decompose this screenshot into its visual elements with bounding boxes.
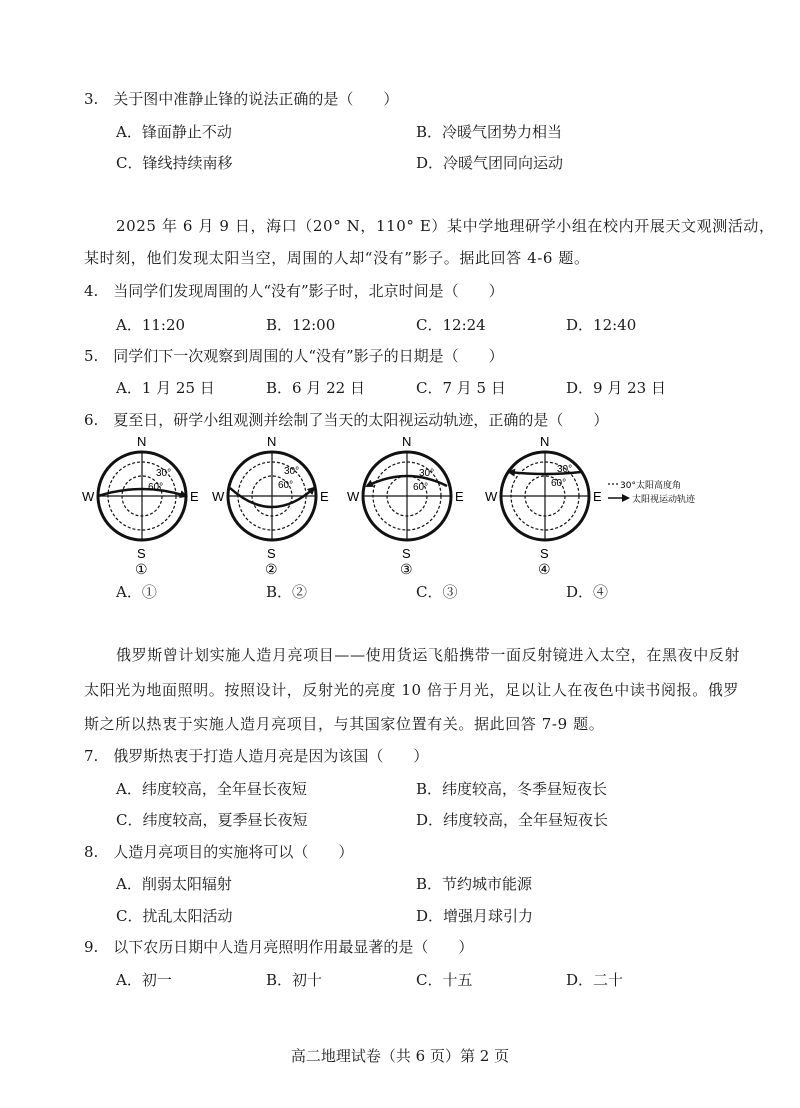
q7-option-b[interactable]: B．纬度较高，冬季昼短夜长	[416, 780, 608, 798]
page-footer: 高二地理试卷（共 6 页）第 2 页	[290, 1047, 510, 1065]
q9-option-b[interactable]: B．初十	[266, 971, 323, 989]
q7-option-d[interactable]: D．纬度较高，全年昼短夜长	[416, 811, 609, 829]
q6-option-c[interactable]: C．③	[416, 583, 458, 601]
legend-path-label: 太阳视运动轨迹	[632, 495, 696, 505]
diagram-2	[212, 436, 329, 576]
west-label: W	[485, 489, 498, 504]
q4-option-b[interactable]: B．12:00	[266, 316, 336, 334]
angle-30-label: 30°	[557, 464, 573, 475]
q6-option-a[interactable]: A．①	[116, 583, 157, 601]
north-label: N	[540, 436, 550, 449]
q5-option-b[interactable]: B．6 月 22 日	[266, 379, 365, 397]
diagram-legend	[608, 479, 696, 505]
north-label: N	[267, 436, 277, 449]
q3-stem: 3. 关于图中准静止锋的说法正确的是（ ）	[84, 90, 399, 108]
diagram-label-3: ③	[400, 562, 413, 576]
diagram-label-4: ④	[538, 562, 551, 576]
diagram-4	[485, 436, 602, 576]
south-label: S	[267, 546, 276, 561]
q6-option-b[interactable]: B．②	[266, 583, 308, 601]
diagram-label-2: ②	[265, 562, 278, 576]
q8-option-c[interactable]: C．扰乱太阳活动	[116, 907, 233, 925]
east-label: E	[593, 489, 602, 504]
north-label: N	[402, 436, 412, 449]
q3-option-b[interactable]: B．冷暖气团势力相当	[416, 123, 563, 141]
passage1-line1: 2025 年 6 月 9 日，海口（20° N，110° E）某中学地理研学小组在校内开展天文观测活动，	[116, 217, 775, 235]
west-label: W	[212, 489, 225, 504]
q5-option-a[interactable]: A．1 月 25 日	[116, 379, 215, 397]
q5-option-d[interactable]: D．9 月 23 日	[566, 379, 666, 397]
q4-option-d[interactable]: D．12:40	[566, 316, 637, 334]
q6-option-d[interactable]: D．④	[566, 583, 609, 601]
q9-stem: 9. 以下农历日期中人造月亮照明作用最显著的是（ ）	[84, 938, 474, 956]
q9-option-c[interactable]: C．十五	[416, 971, 473, 989]
q4-option-a[interactable]: A．11:20	[116, 316, 186, 334]
east-label: E	[190, 489, 199, 504]
angle-60-label: 60°	[278, 480, 294, 491]
east-label: E	[320, 489, 329, 504]
passage2-line3: 斯之所以热衷于实施人造月亮项目，与其国家位置有关。据此回答 7-9 题。	[84, 715, 605, 733]
west-label: W	[347, 489, 360, 504]
q5-option-c[interactable]: C．7 月 5 日	[416, 379, 506, 397]
angle-30-label: 30°	[419, 468, 435, 479]
q8-option-b[interactable]: B．节约城市能源	[416, 875, 533, 893]
east-label: E	[455, 489, 464, 504]
q8-option-a[interactable]: A．削弱太阳辐射	[116, 875, 232, 893]
diagram-3	[347, 436, 464, 576]
q3-option-c[interactable]: C．锋线持续南移	[116, 154, 233, 172]
diagram-1	[82, 436, 199, 576]
q6-stem: 6. 夏至日，研学小组观测并绘制了当天的太阳视运动轨迹，正确的是（ ）	[84, 411, 609, 429]
south-label: S	[402, 546, 411, 561]
angle-30-label: 30°	[284, 466, 300, 477]
q7-option-c[interactable]: C．纬度较高，夏季昼长夜短	[116, 811, 308, 829]
south-label: S	[540, 546, 549, 561]
q8-stem: 8. 人造月亮项目的实施将可以（ ）	[84, 843, 354, 861]
diagram-label-1: ①	[135, 562, 148, 576]
q4-option-c[interactable]: C．12:24	[416, 316, 486, 334]
passage2-line2: 太阳光为地面照明。按照设计，反射光的亮度 10 倍于月光，足以让人在夜色中读书阅报。俄罗	[84, 681, 740, 699]
angle-30-label: 30°	[156, 468, 172, 479]
q7-option-a[interactable]: A．纬度较高，全年昼长夜短	[116, 780, 307, 798]
q5-stem: 5. 同学们下一次观察到周围的人“没有”影子的日期是（ ）	[84, 347, 504, 365]
angle-60-label: 60°	[148, 482, 164, 493]
west-label: W	[82, 489, 95, 504]
q3-option-a[interactable]: A．锋面静止不动	[116, 123, 232, 141]
q3-option-d[interactable]: D．冷暖气团同向运动	[416, 154, 564, 172]
passage2-line1: 俄罗斯曾计划实施人造月亮项目——使用货运飞船携带一面反射镜进入太空，在黑夜中反射	[116, 646, 741, 664]
q8-option-d[interactable]: D．增强月球引力	[416, 907, 534, 925]
legend-altitude-label: 30°太阳高度角	[620, 481, 681, 491]
q7-stem: 7. 俄罗斯热衷于打造人造月亮是因为该国（ ）	[84, 747, 429, 765]
angle-60-label: 60°	[413, 482, 429, 493]
sun-path-diagrams	[80, 436, 730, 576]
passage1-line2: 某时刻，他们发现太阳当空，周围的人却“没有”影子。据此回答 4-6 题。	[84, 249, 590, 267]
q9-option-a[interactable]: A．初一	[116, 971, 172, 989]
south-label: S	[137, 546, 146, 561]
north-label: N	[137, 436, 147, 449]
q4-stem: 4. 当同学们发现周围的人“没有”影子时，北京时间是（ ）	[84, 282, 504, 300]
q9-option-d[interactable]: D．二十	[566, 971, 624, 989]
angle-60-label: 60°	[551, 478, 567, 489]
